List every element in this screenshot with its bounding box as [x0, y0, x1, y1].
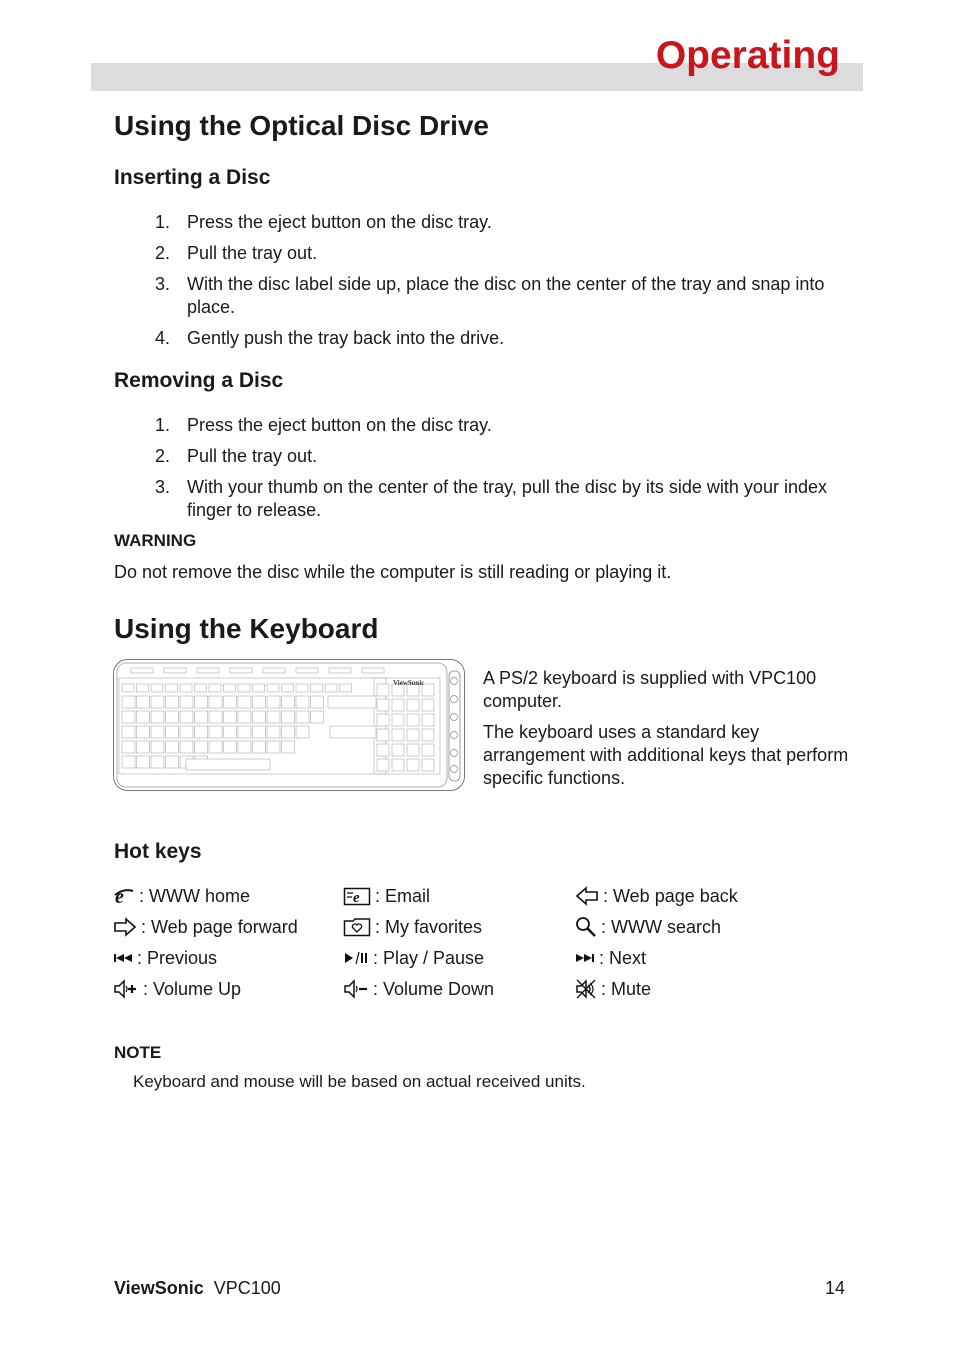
footer-brand-name: ViewSonic: [114, 1278, 204, 1298]
footer-model: VPC100: [213, 1278, 281, 1298]
hotkey-grid: [113, 884, 853, 1014]
list-item: 2. Pull the tray out.: [155, 446, 318, 466]
section-title-optical: Using the Optical Disc Drive: [114, 110, 489, 141]
email-icon: [343, 885, 371, 907]
volume-up-icon: [113, 978, 139, 1000]
hotkey-next: : Next: [575, 946, 646, 970]
keyboard-key: [122, 696, 135, 708]
keyboard-key: [328, 696, 376, 708]
keyboard-key: [195, 696, 208, 708]
keyboard-key: [253, 711, 266, 723]
hotkey-play-pause: : Play / Pause: [343, 946, 484, 970]
keyboard-key: [377, 699, 389, 711]
keyboard-key: [166, 711, 179, 723]
keyboard-key: [180, 684, 192, 692]
page-number: 14: [824, 1278, 845, 1298]
keyboard-key: [197, 668, 219, 673]
chapter-title: Operating: [655, 34, 840, 77]
www-home-icon: [113, 885, 135, 907]
keyboard-key: [238, 741, 251, 753]
keyboard-key: [377, 744, 389, 756]
keyboard-key: [122, 711, 135, 723]
keyboard-key: [282, 726, 295, 738]
svg-text:e: e: [353, 890, 360, 906]
keyboard-key: [195, 684, 207, 692]
note-text: Keyboard and mouse will be based on actual received units.: [133, 1072, 586, 1091]
keyboard-key: [377, 759, 389, 771]
keyboard-key: [131, 668, 153, 673]
keyboard-key: [392, 759, 404, 771]
keyboard-key: [296, 668, 318, 673]
keyboard-key: [137, 696, 150, 708]
keyboard-key: [186, 759, 270, 770]
keyboard-key: [209, 711, 222, 723]
keyboard-key: [311, 684, 323, 692]
list-item: 1. Press the eject button on the disc tray.: [155, 415, 492, 435]
keyboard-key: [195, 726, 208, 738]
keyboard-key: [224, 726, 237, 738]
keyboard-key: [180, 726, 193, 738]
list-item: 4. Gently push the tray back into the drive.: [155, 328, 505, 348]
keyboard-key: [137, 711, 150, 723]
keyboard-key: [422, 699, 434, 711]
keyboard-key: [137, 726, 150, 738]
keyboard-key: [422, 714, 434, 726]
keyboard-key: [377, 684, 389, 696]
keyboard-key: [238, 711, 251, 723]
keyboard-key: [180, 741, 193, 753]
keyboard-key: [340, 684, 352, 692]
hotkey-volume-down: : Volume Down: [343, 977, 494, 1001]
hotkey-email: e : Email: [343, 884, 430, 908]
web-back-icon: [575, 885, 599, 907]
heading-hotkeys: Hot keys: [114, 840, 202, 863]
keyboard-key: [166, 684, 178, 692]
removing-steps: [155, 414, 845, 530]
keyboard-key: [230, 668, 252, 673]
keyboard-key: [392, 744, 404, 756]
keyboard-key: [166, 726, 179, 738]
keyboard-key: [377, 714, 389, 726]
keyboard-key: [253, 726, 266, 738]
keyboard-key: [267, 741, 280, 753]
keyboard-key: [238, 696, 251, 708]
keyboard-key: [137, 756, 150, 768]
keyboard-key: [407, 729, 419, 741]
keyboard-key: [282, 741, 295, 753]
keyboard-key: [267, 696, 280, 708]
keyboard-key: [330, 726, 376, 738]
keyboard-key: [253, 741, 266, 753]
list-item: 1. Press the eject button on the disc tray.: [155, 212, 492, 232]
keyboard-key: [253, 684, 265, 692]
warning-text: Do not remove the disc while the computer is still reading or playing it.: [114, 562, 672, 582]
keyboard-key: [282, 711, 295, 723]
keyboard-key: [224, 741, 237, 753]
keyboard-key: [224, 684, 236, 692]
warning-label: WARNING: [114, 531, 197, 550]
keyboard-key: [137, 684, 149, 692]
hotkey-favorites: : My favorites: [343, 915, 482, 939]
keyboard-key: [311, 711, 324, 723]
keyboard-key: [296, 726, 309, 738]
note-label: NOTE: [114, 1043, 162, 1062]
hotkey-www-home: e : WWW home: [115, 886, 250, 907]
inserting-steps: [155, 211, 845, 358]
keyboard-key: [137, 741, 150, 753]
keyboard-key: [263, 668, 285, 673]
keyboard-key: [407, 744, 419, 756]
footer-brand: [114, 1278, 281, 1298]
keyboard-key: [422, 759, 434, 771]
keyboard-key: [282, 696, 295, 708]
keyboard-key: [296, 711, 309, 723]
keyboard-key: [238, 726, 251, 738]
mute-icon: [575, 978, 597, 1000]
keyboard-key: [151, 741, 164, 753]
keyboard-key: [422, 744, 434, 756]
keyboard-key: [122, 756, 135, 768]
keyboard-key: [166, 696, 179, 708]
keyboard-key: [209, 741, 222, 753]
keyboard-key: [392, 729, 404, 741]
keyboard-key: [282, 684, 294, 692]
hotkey-previous: : Previous: [113, 946, 217, 970]
keyboard-key: [151, 711, 164, 723]
web-forward-icon: [113, 916, 137, 938]
play-pause-icon: [343, 947, 369, 969]
heading-inserting: Inserting a Disc: [114, 166, 271, 189]
keyboard-key: [164, 668, 186, 673]
search-icon: [575, 916, 597, 938]
favorites-icon: [343, 916, 371, 938]
keyboard-key: [151, 756, 164, 768]
hotkey-mute: : Mute: [575, 977, 651, 1001]
hotkey-volume-up: : Volume Up: [113, 977, 241, 1001]
keyboard-key: [392, 699, 404, 711]
keyboard-key: [407, 759, 419, 771]
hotkey-web-forward: : Web page forward: [113, 915, 298, 939]
keyboard-key: [151, 726, 164, 738]
keyboard-key: [209, 696, 222, 708]
keyboard-para-2: The keyboard uses a standard key arrangement with additional keys that perform specific functions.: [483, 722, 849, 788]
keyboard-key: [122, 684, 134, 692]
keyboard-key: [392, 714, 404, 726]
keyboard-brand: ViewSonic: [393, 679, 425, 687]
keyboard-key: [267, 711, 280, 723]
previous-icon: [113, 947, 133, 969]
keyboard-key: [151, 696, 164, 708]
keyboard-key: [253, 696, 266, 708]
keyboard-para-1: A PS/2 keyboard is supplied with VPC100 computer.: [483, 668, 817, 711]
hotkey-www-search: : WWW search: [575, 915, 721, 939]
keyboard-key: [377, 729, 389, 741]
keyboard-illustration: [113, 659, 467, 792]
keyboard-key: [296, 684, 308, 692]
keyboard-key: [166, 756, 179, 768]
volume-down-icon: [343, 978, 369, 1000]
keyboard-key: [195, 711, 208, 723]
keyboard-key: [311, 696, 324, 708]
hotkey-web-back: : Web page back: [575, 884, 738, 908]
keyboard-key: [267, 684, 279, 692]
list-item: 2. Pull the tray out.: [155, 243, 318, 263]
keyboard-key: [151, 684, 163, 692]
keyboard-key: [362, 668, 384, 673]
list-item: 3. With the disc label side up, place the disc on the center of the tray and snap into place.: [155, 274, 825, 317]
svg-text:e: e: [115, 886, 124, 907]
keyboard-key: [329, 668, 351, 673]
keyboard-key: [407, 699, 419, 711]
keyboard-key: [422, 729, 434, 741]
keyboard-key: [267, 726, 280, 738]
keyboard-key: [195, 741, 208, 753]
keyboard-key: [325, 684, 337, 692]
keyboard-key: [238, 684, 250, 692]
keyboard-key: [122, 726, 135, 738]
keyboard-key: [407, 714, 419, 726]
keyboard-key: [180, 711, 193, 723]
keyboard-key: [166, 741, 179, 753]
keyboard-key: [296, 696, 309, 708]
heading-removing: Removing a Disc: [114, 369, 284, 392]
keyboard-key: [209, 726, 222, 738]
keyboard-key: [224, 696, 237, 708]
section-title-keyboard: Using the Keyboard: [114, 613, 379, 644]
keyboard-key: [122, 741, 135, 753]
list-item: 3. With your thumb on the center of the tray, pull the disc by its side with your index finger to release.: [155, 477, 827, 520]
keyboard-key: [224, 711, 237, 723]
keyboard-key: [209, 684, 221, 692]
next-icon: [575, 947, 595, 969]
keyboard-key: [180, 696, 193, 708]
